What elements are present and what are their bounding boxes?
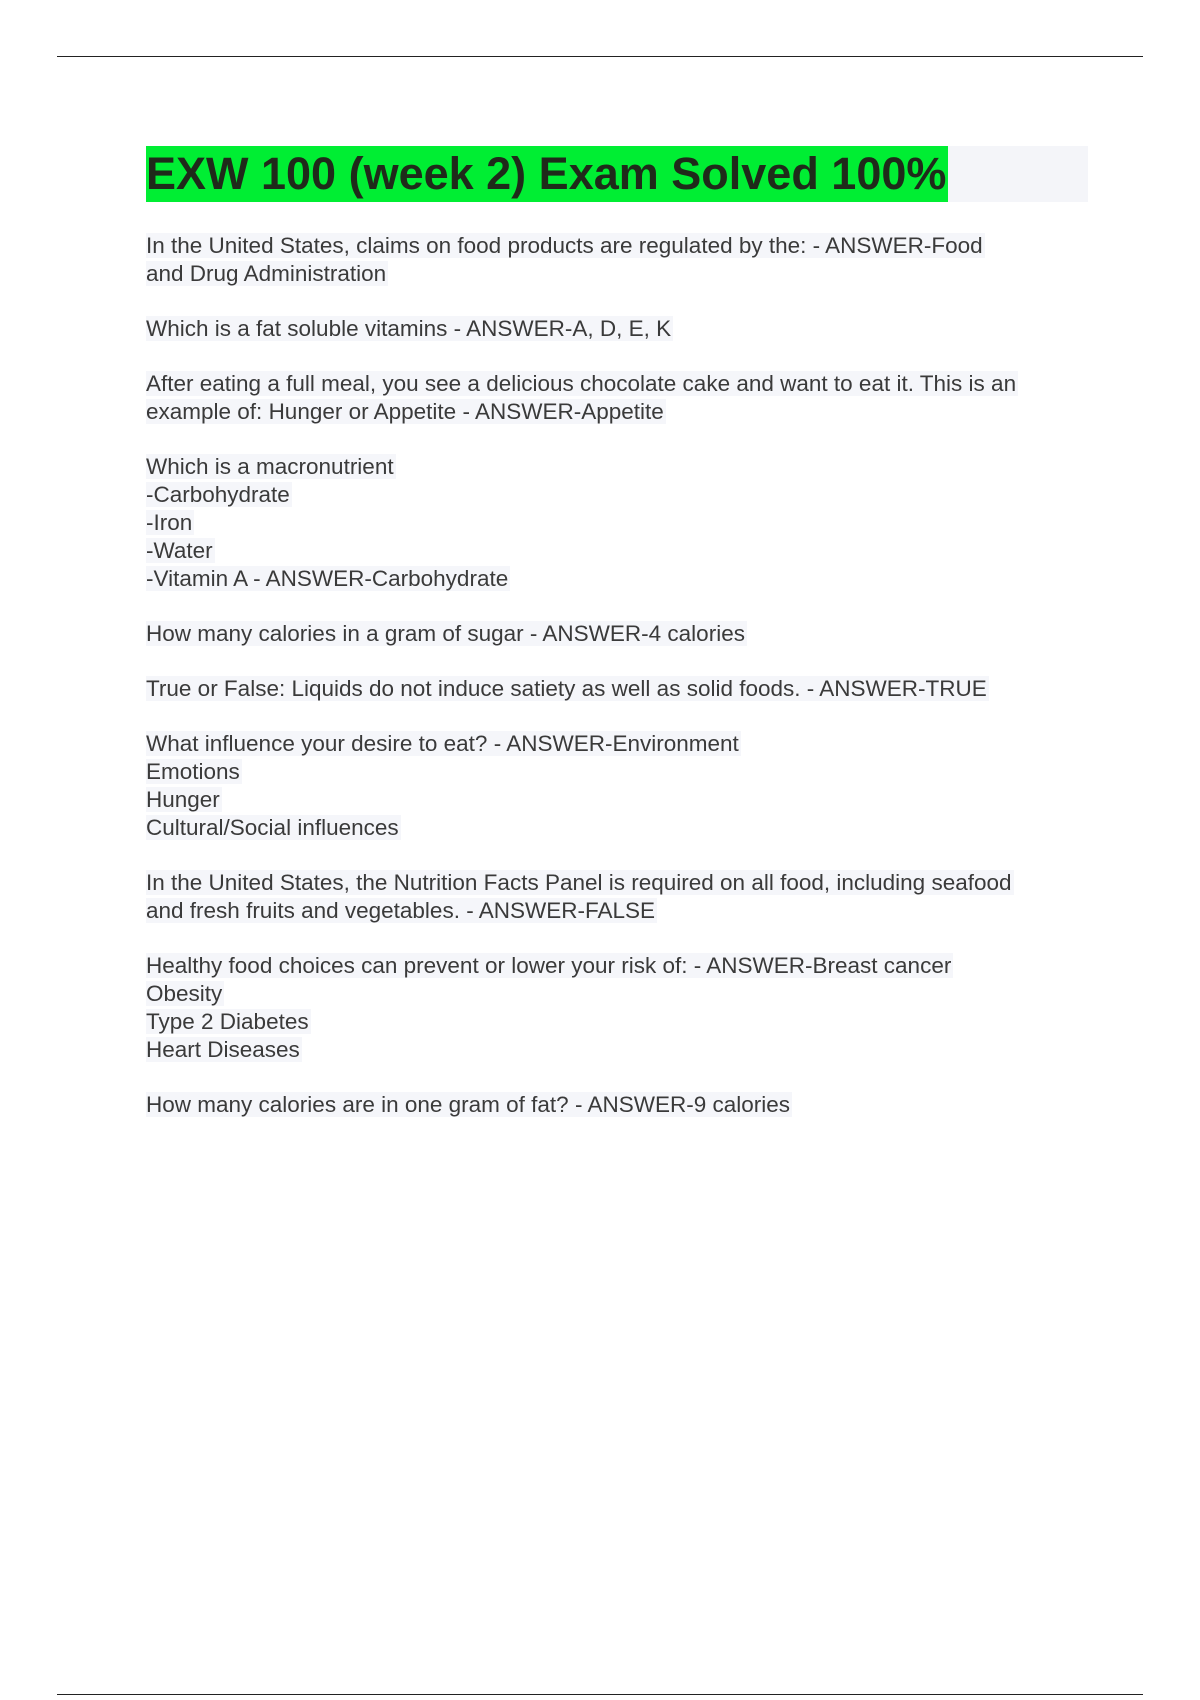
qa-line-text: -Carbohydrate (146, 482, 290, 507)
qa-item (146, 453, 1090, 593)
qa-line-text: In the United States, the Nutrition Facts Panel is required on all food, including seafood (146, 870, 1012, 895)
qa-line (146, 675, 1090, 703)
qa-line-text: Hunger (146, 787, 220, 812)
qa-item (146, 620, 1090, 648)
bottom-rule (57, 1694, 1143, 1695)
qa-line (146, 869, 1090, 897)
qa-line-text: Obesity (146, 981, 223, 1006)
qa-line-text: and fresh fruits and vegetables. - ANSWER-FALSE (146, 898, 655, 923)
qa-line (146, 260, 1090, 288)
qa-item (146, 730, 1090, 842)
qa-line (146, 758, 1090, 786)
qa-line-text: Heart Diseases (146, 1037, 300, 1062)
qa-line-text: Type 2 Diabetes (146, 1009, 309, 1034)
qa-item (146, 869, 1090, 925)
qa-line-text: -Water (146, 538, 213, 563)
top-rule (57, 56, 1143, 57)
document-title: EXW 100 (week 2) Exam Solved 100% (146, 146, 948, 202)
qa-line-text: How many calories in a gram of sugar - ANSWER-4 calories (146, 621, 745, 646)
qa-line (146, 620, 1090, 648)
qa-line-text: -Iron (146, 510, 193, 535)
qa-line (146, 453, 1090, 481)
qa-item (146, 1091, 1090, 1119)
qa-line-text: Emotions (146, 759, 240, 784)
qa-line (146, 565, 1090, 593)
qa-line (146, 1036, 1090, 1064)
qa-line-text: In the United States, claims on food products are regulated by the: - ANSWER-Food (146, 233, 983, 258)
title-band (146, 146, 1088, 202)
qa-line (146, 1091, 1090, 1119)
qa-line (146, 398, 1090, 426)
qa-line (146, 232, 1090, 260)
qa-item (146, 315, 1090, 343)
qa-line (146, 786, 1090, 814)
qa-line-text: What influence your desire to eat? - ANSWER-Environment (146, 731, 739, 756)
qa-line (146, 952, 1090, 980)
qa-line-text: Which is a macronutrient (146, 454, 394, 479)
qa-item (146, 232, 1090, 288)
qa-line (146, 481, 1090, 509)
qa-line (146, 370, 1090, 398)
qa-line-text: and Drug Administration (146, 261, 387, 286)
qa-line (146, 980, 1090, 1008)
qa-line (146, 897, 1090, 925)
qa-line (146, 814, 1090, 842)
qa-line-text: Healthy food choices can prevent or lower your risk of: - ANSWER-Breast cancer (146, 953, 952, 978)
qa-item (146, 675, 1090, 703)
qa-line-text: Cultural/Social influences (146, 815, 399, 840)
qa-line-text: Which is a fat soluble vitamins - ANSWER-A, D, E, K (146, 316, 672, 341)
qa-line (146, 537, 1090, 565)
document-body (146, 146, 1090, 1146)
qa-item (146, 952, 1090, 1064)
qa-line (146, 315, 1090, 343)
question-answer-list (146, 232, 1090, 1119)
qa-line-text: -Vitamin A - ANSWER-Carbohydrate (146, 566, 509, 591)
qa-line-text: True or False: Liquids do not induce satiety as well as solid foods. - ANSWER-TRUE (146, 676, 987, 701)
qa-line (146, 1008, 1090, 1036)
qa-item (146, 370, 1090, 426)
qa-line-text: example of: Hunger or Appetite - ANSWER-Appetite (146, 399, 664, 424)
qa-line-text: After eating a full meal, you see a delicious chocolate cake and want to eat it. This is an (146, 371, 1017, 396)
qa-line (146, 509, 1090, 537)
qa-line-text: How many calories are in one gram of fat? - ANSWER-9 calories (146, 1092, 790, 1117)
qa-line (146, 730, 1090, 758)
